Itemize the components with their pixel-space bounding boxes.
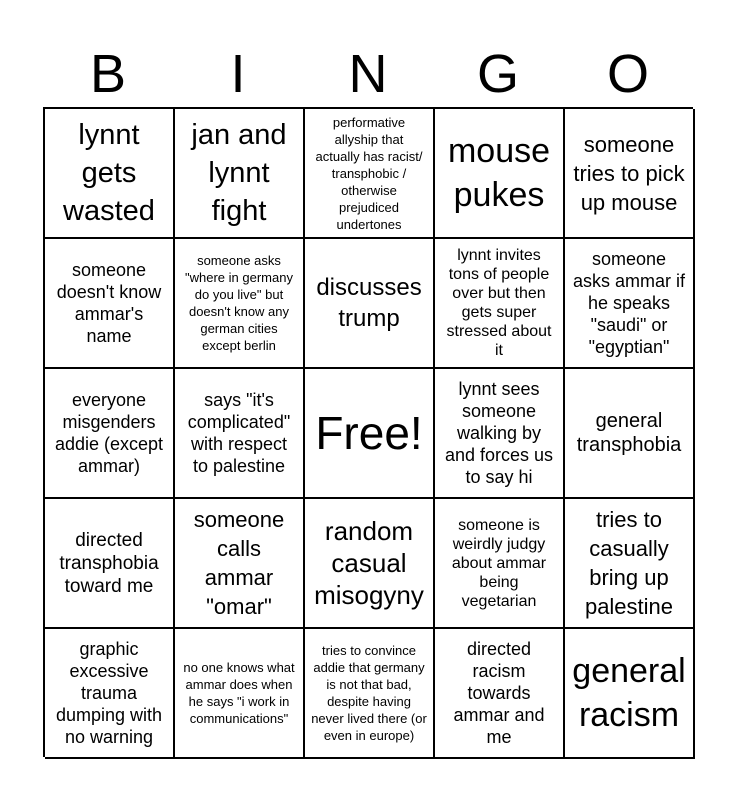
- bingo-cell[interactable]: [435, 629, 565, 759]
- bingo-cell[interactable]: [45, 239, 175, 369]
- bingo-grid: [43, 107, 693, 757]
- bingo-cell[interactable]: [305, 629, 435, 759]
- header-letter-i: I: [230, 44, 246, 104]
- cell-text: lynnt sees someone walking by and forces us to say hi: [444, 379, 554, 487]
- cell-text: general racism: [572, 652, 686, 734]
- bingo-cell[interactable]: [175, 629, 305, 759]
- header-letter-b: B: [89, 44, 127, 104]
- cell-text: tries to convince addie that germany is not that bad, despite having never lived there (or even in europe): [311, 643, 427, 743]
- cell-text: mouse pukes: [447, 132, 551, 214]
- cell-text: someone doesn't know ammar's name: [56, 260, 162, 346]
- free-text: Free!: [315, 407, 423, 459]
- cell-text: random casual misogyny: [314, 516, 424, 610]
- header-letter-n: N: [348, 44, 388, 104]
- cell-text: tries to casually bring up palestine: [584, 507, 674, 619]
- bingo-cell[interactable]: [565, 109, 695, 239]
- cell-text: someone is weirdly judgy about ammar being vegetarian: [451, 516, 547, 610]
- bingo-header: [43, 42, 693, 106]
- cell-text: lynnt invites tons of people over but then gets super stressed about it: [446, 247, 552, 359]
- bingo-cell[interactable]: [305, 239, 435, 369]
- bingo-cell[interactable]: [305, 109, 435, 239]
- bingo-cell[interactable]: [45, 369, 175, 499]
- cell-text: says "it's complicated" with respect to palestine: [187, 390, 291, 476]
- bingo-cell[interactable]: [435, 239, 565, 369]
- cell-text: someone asks "where in germany do you live" but doesn't know any german cities except berlin: [185, 253, 293, 353]
- bingo-cell[interactable]: [175, 499, 305, 629]
- cell-text: graphic excessive trauma dumping with no warning: [55, 639, 163, 747]
- free-cell[interactable]: [305, 369, 435, 499]
- cell-text: jan and lynnt fight: [191, 119, 287, 227]
- bingo-cell[interactable]: [565, 239, 695, 369]
- bingo-cell[interactable]: [565, 499, 695, 629]
- cell-text: general transphobia: [576, 410, 682, 456]
- cell-text: everyone misgenders addie (except ammar): [54, 390, 164, 476]
- bingo-cell[interactable]: [565, 369, 695, 499]
- bingo-cell[interactable]: [45, 109, 175, 239]
- bingo-cell[interactable]: [175, 109, 305, 239]
- header-letter-o: O: [606, 44, 649, 104]
- bingo-cell[interactable]: [565, 629, 695, 759]
- cell-text: someone calls ammar "omar": [193, 507, 285, 619]
- cell-text: someone tries to pick up mouse: [573, 131, 685, 215]
- bingo-cell[interactable]: [435, 499, 565, 629]
- bingo-cell[interactable]: [435, 109, 565, 239]
- bingo-cell[interactable]: [435, 369, 565, 499]
- cell-text: someone asks ammar if he speaks "saudi" or "egyptian": [572, 249, 686, 357]
- header-letter-g: G: [476, 44, 519, 104]
- bingo-cell[interactable]: [175, 369, 305, 499]
- cell-text: directed transphobia toward me: [59, 529, 159, 597]
- bingo-cell[interactable]: [305, 499, 435, 629]
- cell-text: discusses trump: [316, 274, 422, 332]
- bingo-cell[interactable]: [45, 629, 175, 759]
- bingo-cell[interactable]: [45, 499, 175, 629]
- cell-text: directed racism towards ammar and me: [453, 639, 545, 747]
- cell-text: no one knows what ammar does when he says "i work in communications": [183, 660, 295, 726]
- cell-text: performative allyship that actually has racist/ transphobic / otherwise prejudiced undertones: [315, 114, 423, 232]
- cell-text: lynnt gets wasted: [63, 119, 155, 227]
- bingo-cell[interactable]: [175, 239, 305, 369]
